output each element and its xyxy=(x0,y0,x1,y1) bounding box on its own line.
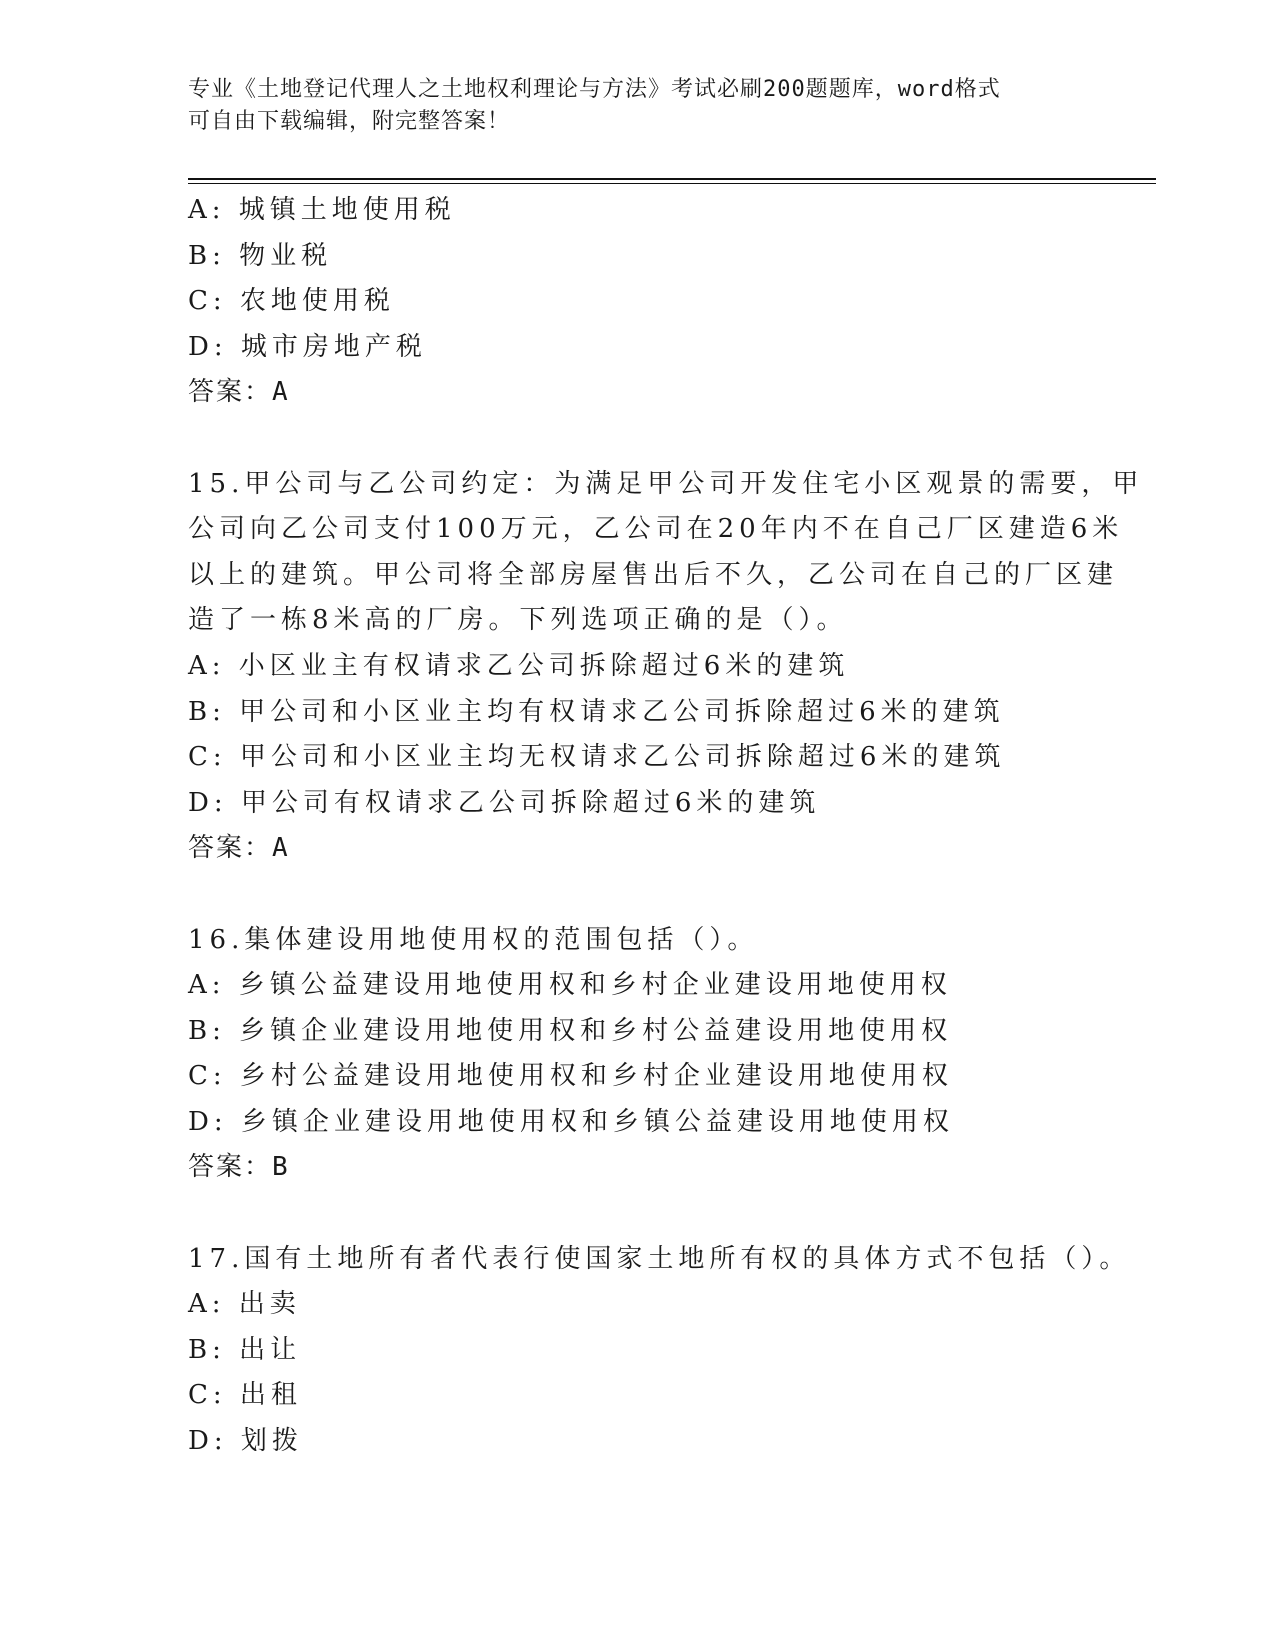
answer-label: 答案： xyxy=(188,377,273,408)
header-line-1: 专业《土地登记代理人之土地权利理论与方法》考试必刷200题题库，word格式 xyxy=(188,77,1001,102)
option-d: D: 城市房地产税 xyxy=(188,331,427,362)
option-b: B: 乡镇企业建设用地使用权和乡村公益建设用地使用权 xyxy=(188,1015,953,1046)
question-17 xyxy=(188,1237,1131,1465)
question-stem-line: 17.国有土地所有者代表行使国家土地所有权的具体方式不包括（）。 xyxy=(188,1243,1131,1274)
option-c: C: 农地使用税 xyxy=(188,286,395,317)
question-14 xyxy=(188,188,1088,416)
option-c: C: 乡村公益建设用地使用权和乡村企业建设用地使用权 xyxy=(188,1061,953,1092)
question-stem-line: 公司向乙公司支付100万元，乙公司在20年内不在自己厂区建造6米 xyxy=(188,514,1124,545)
answer-label: 答案： xyxy=(188,1152,273,1183)
answer-line xyxy=(188,370,1088,416)
answer-label: 答案： xyxy=(188,833,273,864)
question-16 xyxy=(188,918,1088,1192)
document-header xyxy=(188,74,1088,138)
question-stem-line: 造了一栋8米高的厂房。下列选项正确的是（）。 xyxy=(188,605,848,636)
option-a: A: 城镇土地使用税 xyxy=(188,195,456,225)
option-b: B: 甲公司和小区业主均有权请求乙公司拆除超过6米的建筑 xyxy=(188,696,1005,727)
option-d: D: 乡镇企业建设用地使用权和乡镇公益建设用地使用权 xyxy=(188,1106,954,1137)
option-a: A: 乡镇公益建设用地使用权和乡村企业建设用地使用权 xyxy=(188,970,952,1001)
answer-line xyxy=(188,826,1088,872)
answer-value: B xyxy=(272,1152,290,1183)
header-line-2: 可自由下载编辑，附完整答案！ xyxy=(188,109,511,134)
header-divider xyxy=(188,178,1156,180)
option-b: B: 出让 xyxy=(188,1334,302,1365)
option-d: D: 划拨 xyxy=(188,1426,303,1457)
option-d: D: 甲公司有权请求乙公司拆除超过6米的建筑 xyxy=(188,787,821,818)
question-list xyxy=(188,188,1144,1465)
option-a: A: 小区业主有权请求乙公司拆除超过6米的建筑 xyxy=(188,650,850,681)
question-stem-line: 以上的建筑。甲公司将全部房屋售出后不久，乙公司在自己的厂区建 xyxy=(188,559,1119,590)
question-stem-line: 15.甲公司与乙公司约定：为满足甲公司开发住宅小区观景的需要，甲 xyxy=(188,468,1144,499)
option-c: C: 甲公司和小区业主均无权请求乙公司拆除超过6米的建筑 xyxy=(188,742,1006,773)
question-stem-line: 16.集体建设用地使用权的范围包括（）。 xyxy=(188,924,759,955)
answer-value: A xyxy=(272,377,290,408)
answer-line xyxy=(188,1145,1088,1191)
option-a: A: 出卖 xyxy=(188,1289,301,1320)
option-b: B: 物业税 xyxy=(188,240,333,271)
question-15 xyxy=(188,462,1144,872)
option-c: C: 出租 xyxy=(188,1380,302,1411)
answer-value: A xyxy=(272,833,290,864)
header-divider-thin xyxy=(188,183,1156,184)
